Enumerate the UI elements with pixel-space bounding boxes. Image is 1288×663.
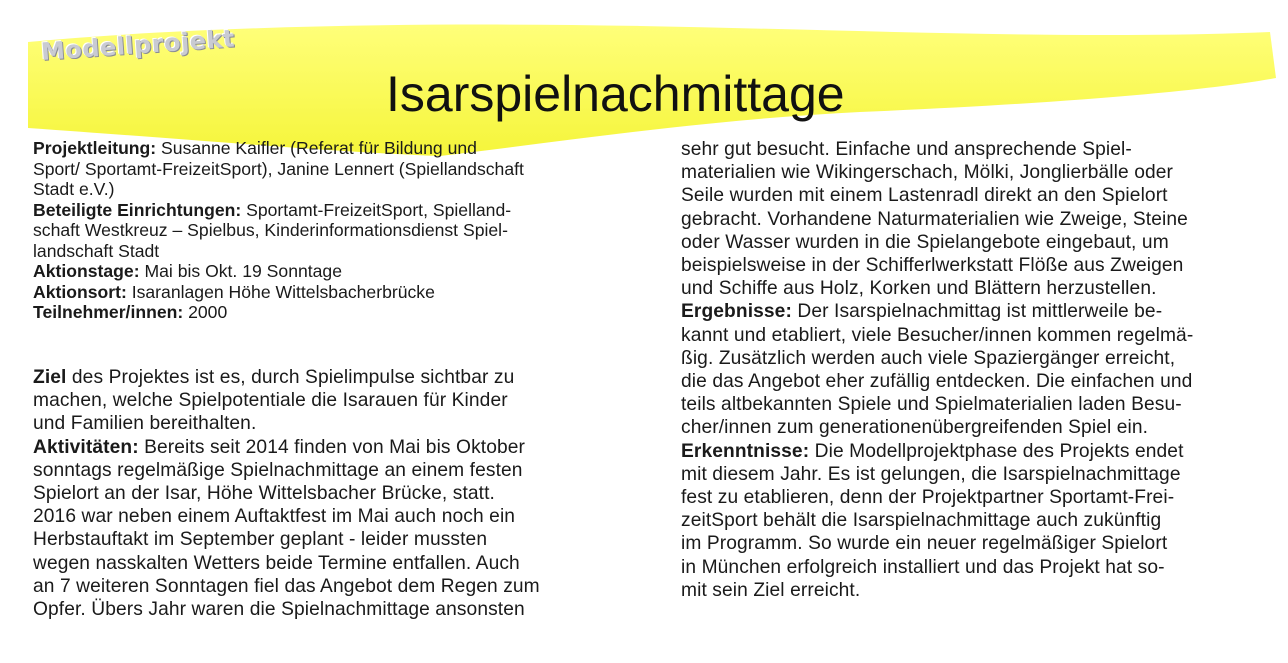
text-line: materialien wie Wikingerschach, Mölki, Jonglierbälle oder: [681, 162, 1173, 184]
aktionsort-value: Isaranlagen Höhe Wittelsbacherbrücke: [126, 281, 435, 302]
text-line: gebracht. Vorhandene Naturmaterialien wie Zweige, Steine: [681, 208, 1188, 230]
meta-line: Sport/ Sportamt-FreizeitSport), Janine Lennert (Spiellandschaft: [33, 158, 524, 179]
text-line: [33, 436, 653, 459]
aktionstage-value: Mai bis Okt. 19 Sonntage: [139, 261, 343, 281]
text-line: mit sein Ziel erreicht.: [681, 579, 861, 601]
text-line: im Programm. So wurde ein neuer regelmäßiger Spielort: [681, 533, 1168, 555]
text-line: an 7 weiteren Sonntagen fiel das Angebot dem Regen zum: [33, 575, 540, 597]
teilnehmer-label: Teilnehmer/innen:: [33, 302, 184, 322]
text-line: ßig. Zusätzlich werden auch viele Spaziergänger erreicht,: [681, 347, 1176, 369]
text-line: 2016 war neben einem Auftaktfest im Mai auch noch ein: [33, 506, 516, 528]
meta-line: [33, 200, 633, 221]
ziel-text: des Projektes ist es, durch Spielimpulse sichtbar zu: [66, 367, 515, 388]
text-line: [33, 366, 653, 389]
text-line: kannt und etabliert, viele Besucher/innen kommen regelmä-: [681, 324, 1194, 346]
meta-line: [33, 302, 633, 323]
text-line: die das Angebot eher zufällig entdecken. Die einfachen und: [681, 371, 1193, 393]
text-line: teils altbekannten Spiele und Spielmaterialien laden Besu-: [681, 394, 1182, 416]
text-line: Seile wurden mit einem Lastenradl direkt an den Spielort: [681, 185, 1168, 207]
text-line: wegen nasskalten Wetters beide Termine entfallen. Auch: [33, 552, 520, 574]
meta-line: landschaft Stadt: [33, 240, 160, 261]
text-line: oder Wasser wurden in die Spielangebote eingebaut, um: [681, 231, 1169, 253]
meta-line: [33, 261, 633, 282]
meta-line: schaft Westkreuz – Spielbus, Kinderinformationsdienst Spiel-: [33, 220, 508, 240]
text-line: in München erfolgreich installiert und das Projekt hat so-: [681, 556, 1165, 578]
meta-line: [33, 138, 633, 159]
aktionstage-label: Aktionstage:: [33, 261, 140, 281]
text-line: zeitSport behält die Isarspielnachmittage auch zukünftig: [681, 510, 1162, 532]
page-title: Isarspielnachmittage: [386, 66, 845, 122]
einrichtungen-label: Beteiligte Einrichtungen:: [33, 199, 242, 220]
text-line: sonntags regelmäßige Spielnachmittage an einem festen: [33, 459, 523, 481]
text-line: machen, welche Spielpotentiale die Isarauen für Kinder: [33, 390, 508, 412]
einrichtungen-value: Sportamt-FreizeitSport, Spielland-: [241, 199, 512, 220]
text-line: cher/innen zum generationenübergreifenden Spiel ein.: [681, 417, 1149, 439]
text-line: mit diesem Jahr. Es ist gelungen, die Isarspielnachmittage: [681, 463, 1181, 485]
project-meta: [33, 138, 633, 323]
aktivitaeten-label: Aktivitäten:: [33, 436, 139, 458]
erkenntnisse-text: Die Modellprojektphase des Projekts endet: [809, 440, 1184, 462]
erkenntnisse-label: Erkenntnisse:: [681, 440, 810, 462]
right-column: [681, 138, 1271, 602]
projektleitung-value: Susanne Kaifler (Referat für Bildung und: [156, 138, 477, 158]
text-line: fest zu etablieren, denn der Projektpartner Sportamt-Frei-: [681, 487, 1175, 509]
text-line: und Familien bereithalten.: [33, 413, 257, 435]
aktionsort-label: Aktionsort:: [33, 281, 127, 302]
left-column: [33, 366, 653, 621]
text-line: Opfer. Übers Jahr waren die Spielnachmittage ansonsten: [33, 599, 525, 621]
modellprojekt-tag: Modellprojekt: [40, 24, 236, 66]
text-line: beispielsweise in der Schifferlwerkstatt Flöße aus Zweigen: [681, 255, 1184, 277]
text-line: und Schiffe aus Holz, Korken und Blättern herzustellen.: [681, 278, 1157, 300]
projektleitung-label: Projektleitung:: [33, 138, 157, 158]
meta-line: Stadt e.V.): [33, 179, 115, 199]
aktivitaeten-text: Bereits seit 2014 finden von Mai bis Oktober: [138, 436, 526, 458]
text-line: Herbstauftakt im September geplant - leider mussten: [33, 529, 488, 551]
ergebnisse-label: Ergebnisse:: [681, 301, 792, 323]
ergebnisse-text: Der Isarspielnachmittag ist mittlerweile be-: [791, 301, 1163, 323]
text-line: [681, 300, 1271, 323]
teilnehmer-value: 2000: [183, 302, 228, 322]
text-line: Spielort an der Isar, Höhe Wittelsbacher Brücke, statt.: [33, 483, 495, 505]
ziel-label: Ziel: [33, 367, 67, 388]
text-line: sehr gut besucht. Einfache und ansprechende Spiel-: [681, 139, 1132, 160]
meta-line: [33, 282, 633, 303]
text-line: [681, 440, 1271, 463]
